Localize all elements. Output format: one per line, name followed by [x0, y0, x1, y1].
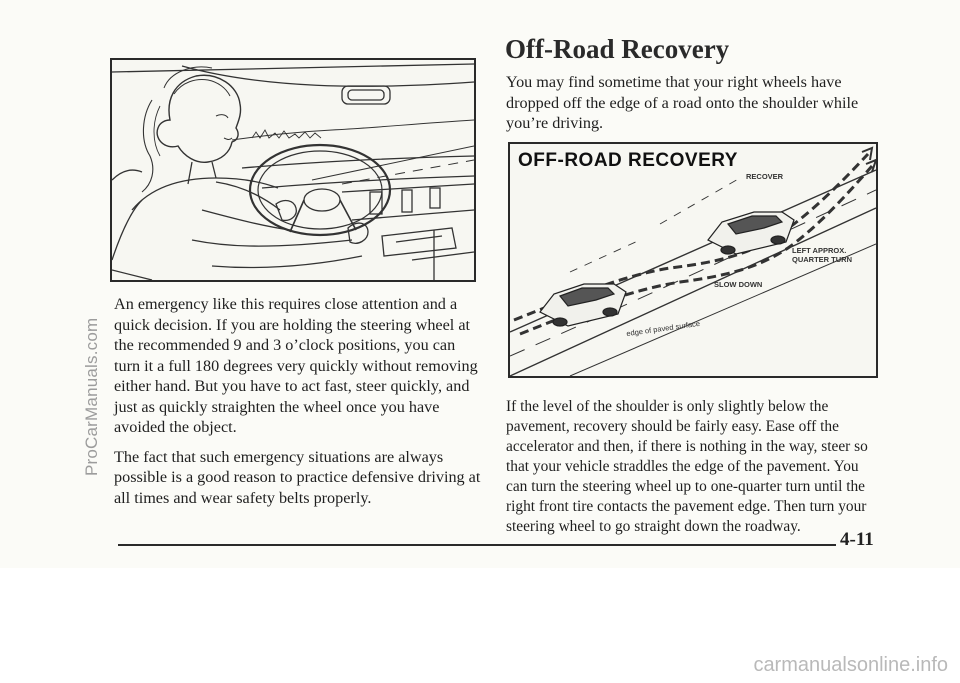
- driver-illustration: [110, 58, 476, 282]
- intro-paragraph: You may find sometime that your right wheels have dropped off the edge of a road onto the shoulder while you’re driving.: [506, 73, 859, 132]
- footer-rule: [118, 544, 836, 546]
- left-column-text: [114, 294, 484, 517]
- section-heading: Off-Road Recovery: [505, 34, 730, 64]
- off-road-recovery-diagram: [508, 142, 878, 378]
- label-left-turn-line2: QUARTER TURN: [792, 255, 852, 264]
- paragraph-defensive-driving: The fact that such emergency situations are always possible is a good reason to practice defensive driving at all times and wear safety belts properly.: [114, 447, 481, 507]
- label-left-turn-line1: LEFT APPROX.: [792, 246, 847, 255]
- recovery-paragraph: If the level of the shoulder is only slightly below the pavement, recovery should be fairly easy. Ease off the accelerator and then, if there is nothing in the way, steer so that your vehicle straddles the edge of the pavement. You can turn the steering wheel up to one-quarter turn until the right front tire contacts the pavement edge. Then turn your steering wheel to go straight down the roadway.: [506, 398, 868, 535]
- bottom-watermark: carmanualsonline.info: [753, 654, 948, 676]
- page-number: 4-11: [840, 529, 874, 550]
- diagram-title: OFF-ROAD RECOVERY: [518, 150, 738, 171]
- label-edge-paved: edge of paved surface: [625, 318, 701, 339]
- label-recover: RECOVER: [746, 172, 784, 181]
- side-watermark: ProCarManuals.com: [82, 317, 101, 476]
- paragraph-emergency: An emergency like this requires close attention and a quick decision. If you are holding the steering wheel at the recommended 9 and 3 o’clock positions, you can turn it a full 180 degrees very quickly without removing either hand. But you have to act fast, steer quickly, and just as quickly straighten the wheel once you have avoided the object.: [114, 295, 478, 436]
- label-slow-down: SLOW DOWN: [714, 280, 763, 289]
- driver-drawing: [112, 60, 474, 280]
- car-upper: [708, 212, 794, 254]
